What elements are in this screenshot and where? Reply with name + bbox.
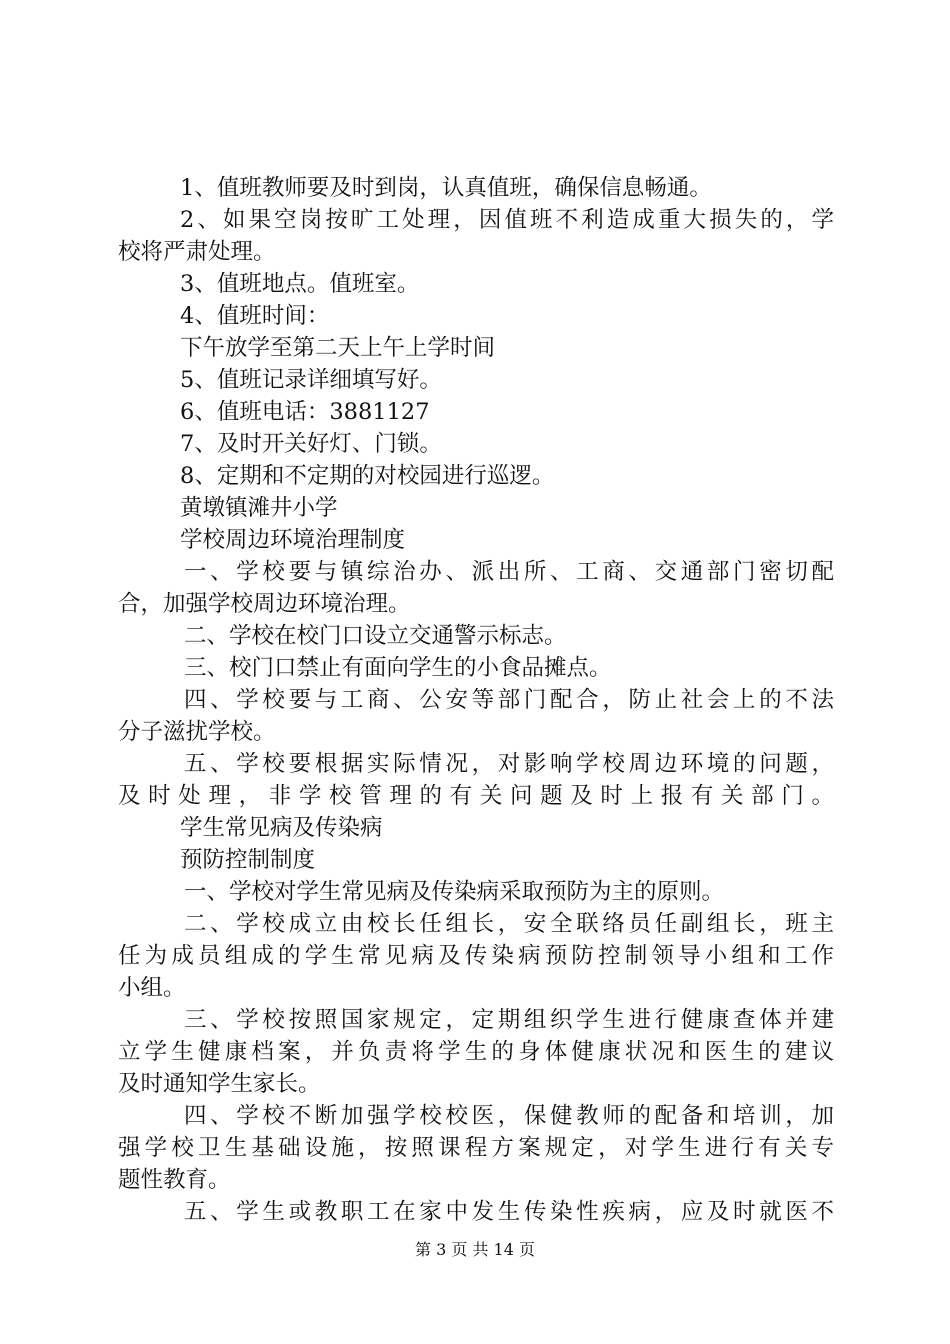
document-body xyxy=(118,172,834,1228)
paragraph-line: 7、及时开关好灯、门锁。 xyxy=(180,431,442,457)
paragraph-line: 任为成员组成的学生常见病及传染病预防控制领导小组和工作 xyxy=(118,943,834,969)
paragraph-line: 及时处理，非学校管理的有关问题及时上报有关部门。 xyxy=(118,783,834,809)
paragraph-line: 一、学校要与镇综治办、派出所、工商、交通部门密切配 xyxy=(184,559,834,585)
paragraph-line: 立学生健康档案，并负责将学生的身体健康状况和医生的建议 xyxy=(118,1039,834,1065)
paragraph-line: 三、学校按照国家规定，定期组织学生进行健康查体并建 xyxy=(184,1007,834,1033)
paragraph-line: 二、学校在校门口设立交通警示标志。 xyxy=(184,623,567,649)
paragraph-line: 6、值班电话：3881127 xyxy=(180,399,430,425)
paragraph-line: 题性教育。 xyxy=(118,1167,231,1193)
section-title: 学生常见病及传染病 xyxy=(180,815,383,841)
paragraph-line: 五、学生或教职工在家中发生传染性疾病，应及时就医不 xyxy=(184,1199,834,1225)
paragraph-line: 三、校门口禁止有面向学生的小食品摊点。 xyxy=(184,655,612,681)
paragraph-line: 四、学校要与工商、公安等部门配合，防止社会上的不法 xyxy=(184,687,834,713)
paragraph-line: 一、学校对学生常见病及传染病采取预防为主的原则。 xyxy=(184,879,725,905)
paragraph-line: 2、如果空岗按旷工处理，因值班不利造成重大损失的，学 xyxy=(180,207,834,233)
paragraph-line: 8、定期和不定期的对校园进行巡逻。 xyxy=(180,463,555,489)
section-title: 预防控制制度 xyxy=(180,847,316,873)
paragraph-line: 分子滋扰学校。 xyxy=(118,719,276,745)
paragraph-line: 强学校卫生基础设施，按照课程方案规定，对学生进行有关专 xyxy=(118,1135,834,1161)
paragraph-line: 校将严肃处理。 xyxy=(118,239,276,265)
paragraph-line: 合，加强学校周边环境治理。 xyxy=(118,591,411,617)
paragraph-line: 二、学校成立由校长任组长，安全联络员任副组长，班主 xyxy=(184,911,834,937)
paragraph-line: 4、值班时间： xyxy=(180,303,330,329)
paragraph-line: 1、值班教师要及时到岗，认真值班，确保信息畅通。 xyxy=(180,175,712,201)
paragraph-line: 5、值班记录详细填写好。 xyxy=(180,367,442,393)
paragraph-line: 下午放学至第二天上午上学时间 xyxy=(180,335,496,361)
paragraph-line: 3、值班地点。值班室。 xyxy=(180,271,420,297)
paragraph-line: 四、学校不断加强学校校医，保健教师的配备和培训，加 xyxy=(184,1103,834,1129)
paragraph-line: 小组。 xyxy=(118,975,186,1001)
page-number: 第 3 页 共 14 页 xyxy=(415,1240,535,1259)
school-name: 黄墩镇滩井小学 xyxy=(180,495,338,521)
section-title: 学校周边环境治理制度 xyxy=(180,527,406,553)
paragraph-line: 及时通知学生家长。 xyxy=(118,1071,321,1097)
paragraph-line: 五、学校要根据实际情况，对影响学校周边环境的问题， xyxy=(184,751,834,777)
